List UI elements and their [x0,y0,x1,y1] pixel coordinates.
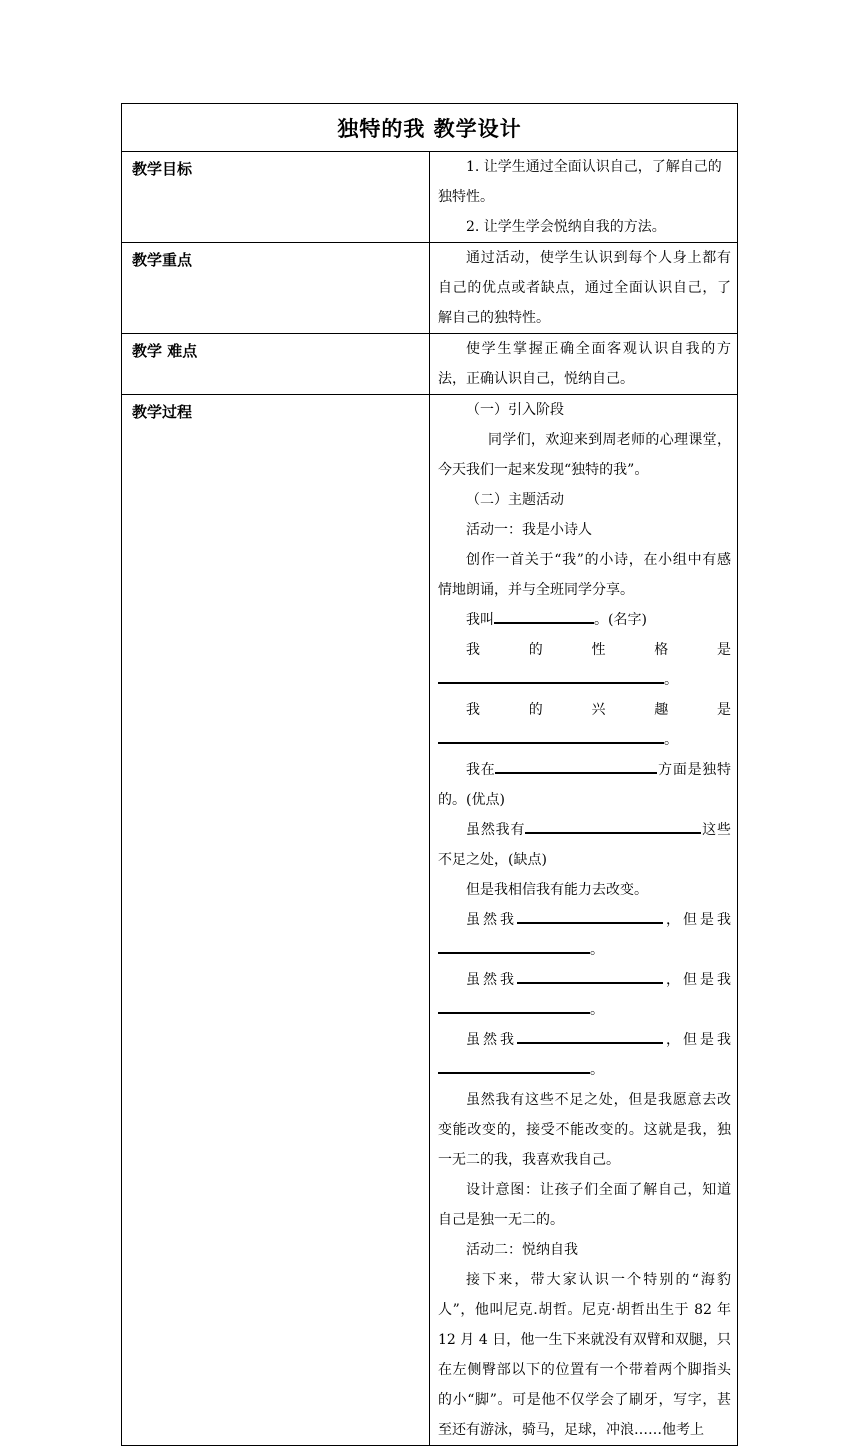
intro-text: 同学们，欢迎来到周老师的心理课堂，今天我们一起来发现“独特的我”。 [438,432,731,478]
fill-blank [525,816,701,834]
poem-line-strength: 我在 方面是独特的。(优点) [438,755,731,815]
difficulty-content [430,334,738,395]
fill-blank [517,906,663,924]
poem-line-interest: 我的兴趣是。 [438,695,731,755]
poem-line-although: 虽然我 ，但是我。 [438,1025,731,1085]
poem-line-weakness: 虽然我有 这些不足之处，(缺点) [438,815,731,875]
process-label: 教学过程 [122,395,430,1446]
process-content [430,395,738,1446]
fill-blank [438,726,664,744]
goals-label: 教学目标 [122,152,430,243]
goals-content [430,152,738,243]
activity1-title: 活动一：我是小诗人 [466,522,592,538]
intro-heading: （一）引入阶段 [466,402,564,418]
activity2-text: 接下来，带大家认识一个特别的“海豹人”，他叫尼克.胡哲。尼克·胡哲出生于 82 年 12 月 4 日，他一生下来就没有双臂和双腿，只在左侧臀部以下的位置有一个带着两个脚指头的小“脚”。可是他不仅学会了刷牙，写字，甚至还有游泳，骑马，足球，冲浪……他考上 [438,1272,731,1438]
activity1-summary: 虽然我有这些不足之处，但是我愿意去改变能改变的，接受不能改变的。这就是我，独一无二的我，我喜欢我自己。 [438,1092,731,1168]
fill-blank [438,936,590,954]
fill-blank [517,966,663,984]
design-intent: 设计意图：让孩子们全面了解自己，知道自己是独一无二的。 [438,1182,731,1228]
activity2-title: 活动二：悦纳自我 [466,1242,578,1258]
poem-line-although: 虽然我 ，但是我。 [438,905,731,965]
document-title: 独特的我 教学设计 [122,104,738,152]
poem-line-although: 虽然我 ，但是我。 [438,965,731,1025]
difficulty-label: 教学 难点 [122,334,430,395]
goal-item: 2. 让学生学会悦纳自我的方法。 [466,219,666,235]
poem-line-change: 但是我相信我有能力去改变。 [466,882,648,898]
fill-blank [438,996,590,1014]
focus-content [430,243,738,334]
goal-item: 1. 让学生通过全面认识自己，了解自己的独特性。 [438,159,722,205]
difficulty-text: 使学生掌握正确全面客观认识自我的方法，正确认识自己，悦纳自己。 [438,341,731,387]
poem-line-name: 我叫 。(名字) [438,605,731,635]
fill-blank [438,1056,590,1074]
focus-text: 通过活动，使学生认识到每个人身上都有自己的优点或者缺点，通过全面认识自己，了解自己的独特性。 [438,250,731,326]
poem-line-personality: 我的性格是。 [438,635,731,695]
fill-blank [438,666,664,684]
fill-blank [494,606,594,624]
fill-blank [495,756,657,774]
fill-blank [517,1026,663,1044]
main-heading: （二）主题活动 [466,492,564,508]
focus-label: 教学重点 [122,243,430,334]
lesson-plan-table [121,103,738,1446]
activity1-desc: 创作一首关于“我”的小诗，在小组中有感情地朗诵，并与全班同学分享。 [438,552,731,598]
